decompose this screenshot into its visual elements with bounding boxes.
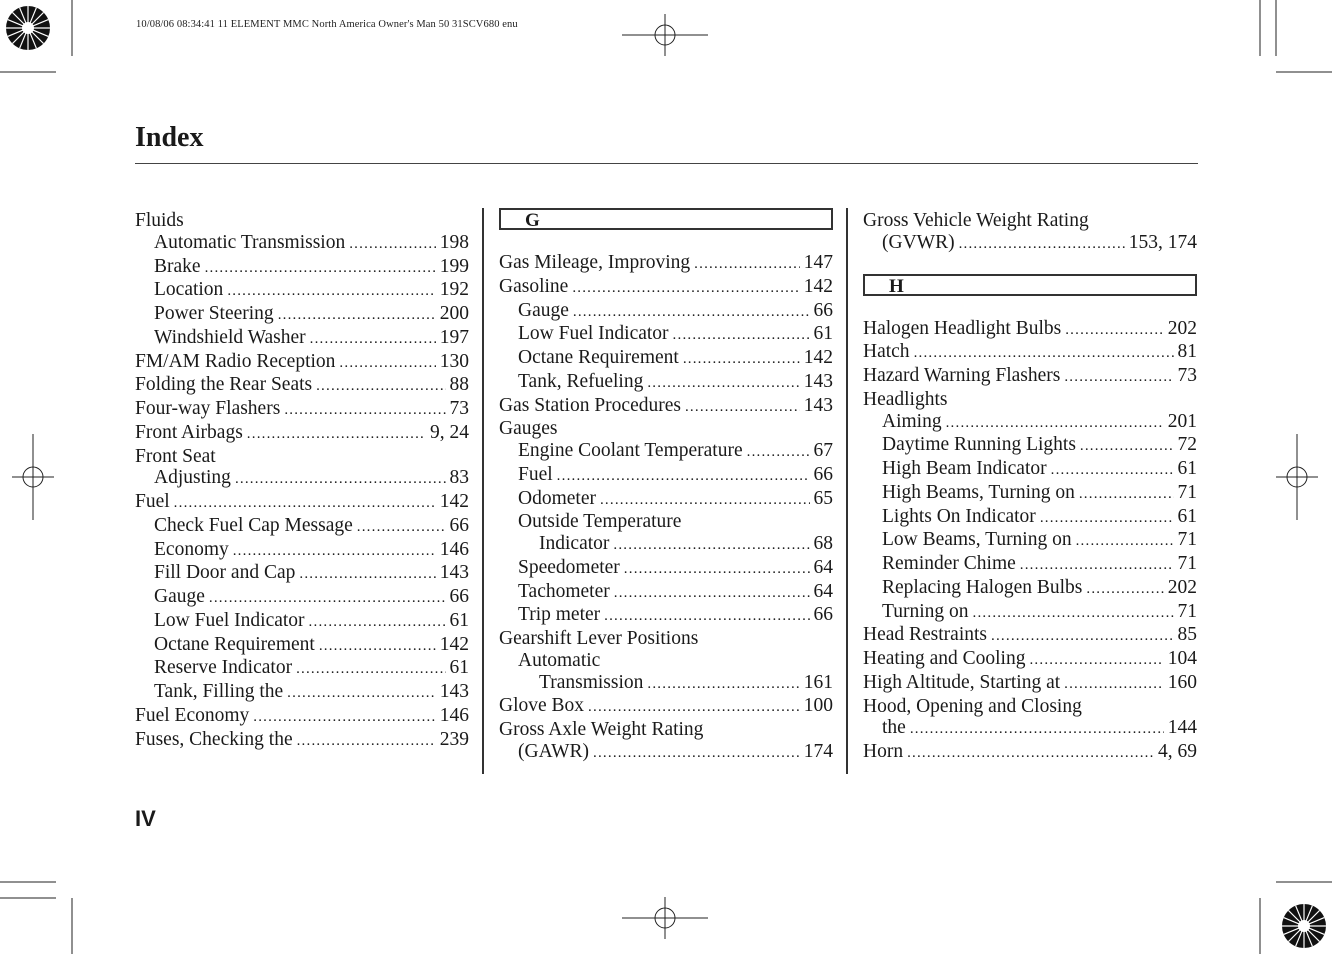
- entry-label: Fluids: [135, 210, 184, 231]
- entry-page-number: 71: [1177, 529, 1197, 551]
- index-entry: [863, 741, 1197, 765]
- entry-label: Headlights: [863, 388, 948, 410]
- dot-leader: [278, 305, 436, 327]
- entry-page-number: 146: [439, 704, 469, 726]
- entry-page-number: 61: [813, 323, 833, 345]
- dot-leader: [253, 707, 435, 729]
- dot-leader: [299, 564, 435, 586]
- index-entry: [499, 533, 833, 557]
- dot-leader: [946, 413, 1164, 435]
- entry-page-number: 153, 174: [1128, 231, 1197, 253]
- entry-page-number: 202: [1167, 576, 1197, 598]
- dot-leader: [1040, 508, 1174, 530]
- entry-label: Gauge: [518, 299, 569, 321]
- entry-page-number: 130: [439, 350, 469, 372]
- index-entry: [863, 553, 1197, 577]
- section-letter-g: G: [499, 208, 833, 230]
- index-column-3: [863, 210, 1197, 765]
- index-entry: [499, 488, 833, 512]
- title-rule: [135, 163, 1198, 164]
- entry-page-number: 197: [439, 326, 469, 348]
- entry-label: Folding the Rear Seats: [135, 374, 313, 396]
- index-entry: [863, 411, 1197, 435]
- entry-page-number: 88: [449, 374, 469, 396]
- entry-label: Gas Station Procedures: [499, 394, 681, 416]
- index-entry: [863, 717, 1197, 741]
- index-entry: [135, 279, 469, 303]
- dot-leader: [673, 325, 810, 347]
- entry-list: [499, 252, 833, 765]
- entry-page-number: 71: [1177, 553, 1197, 574]
- dot-leader: [614, 583, 810, 605]
- index-entry: [863, 482, 1197, 506]
- entry-label: Fuel: [518, 463, 553, 485]
- dot-leader: [1065, 320, 1164, 342]
- dot-leader: [588, 697, 800, 719]
- index-entry: [499, 604, 833, 628]
- dot-leader: [694, 254, 800, 276]
- entry-label: Fuel Economy: [135, 704, 250, 726]
- index-entry: [135, 681, 469, 705]
- dot-leader: [205, 258, 436, 280]
- entry-list: [863, 318, 1197, 765]
- entry-label: Power Steering: [154, 303, 274, 324]
- entry-page-number: 174: [803, 740, 833, 762]
- entry-label: the: [882, 717, 906, 739]
- index-entry: [499, 395, 833, 419]
- dot-leader: [647, 674, 799, 696]
- entry-label: Fill Door and Cap: [154, 562, 296, 584]
- entry-label: Low Fuel Indicator: [518, 323, 669, 345]
- entry-label: Check Fuel Cap Message: [154, 514, 353, 536]
- index-entry: [499, 440, 833, 464]
- index-entry: [863, 210, 1197, 232]
- index-entry: [499, 276, 833, 300]
- entry-page-number: 73: [449, 398, 469, 419]
- entry-label: Lights On Indicator: [882, 505, 1036, 527]
- entry-label: Low Beams, Turning on: [882, 529, 1072, 551]
- dot-leader: [227, 281, 435, 303]
- entry-label: Automatic: [518, 649, 601, 671]
- index-entry: [863, 601, 1197, 625]
- entry-page-number: 198: [439, 231, 469, 253]
- page-title: Index: [135, 122, 204, 153]
- index-entry: [135, 374, 469, 398]
- index-entry: [499, 741, 833, 765]
- entry-label: Head Restraints: [863, 624, 988, 646]
- entry-page-number: 143: [439, 681, 469, 702]
- entry-page-number: 147: [803, 252, 833, 273]
- dot-leader: [247, 424, 426, 446]
- entry-page-number: 143: [803, 370, 833, 392]
- index-column-1: [135, 210, 469, 752]
- dot-leader: [573, 302, 810, 324]
- entry-label: Odometer: [518, 487, 596, 509]
- entry-page-number: 72: [1177, 434, 1197, 456]
- dot-leader: [284, 400, 445, 422]
- dot-leader: [174, 493, 436, 515]
- entry-label: Gauge: [154, 586, 205, 607]
- dot-leader: [613, 535, 809, 557]
- dot-leader: [310, 329, 436, 351]
- index-entry: [863, 434, 1197, 458]
- index-entry: [499, 464, 833, 488]
- index-entry: [863, 458, 1197, 482]
- entry-page-number: 200: [439, 303, 469, 324]
- entry-label: Gas Mileage, Improving: [499, 252, 691, 273]
- entry-label: Tachometer: [518, 580, 610, 602]
- entry-page-number: 239: [439, 728, 469, 750]
- index-entry: [499, 672, 833, 696]
- entry-label: FM/AM Radio Reception: [135, 350, 336, 372]
- entry-label: Adjusting: [154, 467, 231, 489]
- index-entry: [863, 365, 1197, 389]
- entry-label: Location: [154, 279, 224, 301]
- dot-leader: [296, 659, 445, 681]
- entry-page-number: 66: [813, 604, 833, 626]
- index-entry: [135, 586, 469, 610]
- entry-page-number: 143: [439, 562, 469, 584]
- entry-label: Gearshift Lever Positions: [499, 628, 699, 649]
- entry-label: Tank, Refueling: [518, 370, 644, 392]
- column-divider: [482, 208, 484, 774]
- dot-leader: [907, 743, 1154, 765]
- dot-leader: [914, 343, 1174, 365]
- entry-label: Fuses, Checking the: [135, 728, 293, 750]
- entry-page-number: 73: [1177, 365, 1197, 386]
- entry-page-number: 64: [813, 556, 833, 578]
- dot-leader: [357, 517, 446, 539]
- dot-leader: [910, 719, 1164, 741]
- page-number: IV: [135, 806, 156, 831]
- entry-page-number: 144: [1167, 717, 1197, 739]
- dot-leader: [557, 466, 810, 488]
- entry-list: [863, 210, 1197, 256]
- entry-page-number: 160: [1167, 671, 1197, 693]
- index-entry: [135, 446, 469, 468]
- entry-page-number: 146: [439, 538, 469, 560]
- entry-label: Octane Requirement: [154, 633, 315, 655]
- entry-label: Gross Axle Weight Rating: [499, 719, 704, 740]
- entry-label: Brake: [154, 255, 201, 277]
- dot-leader: [600, 490, 810, 512]
- entry-page-number: 68: [813, 533, 833, 554]
- entry-page-number: 192: [439, 279, 469, 301]
- dot-leader: [685, 397, 800, 419]
- entry-label: Reminder Chime: [882, 553, 1016, 574]
- entry-label: Aiming: [882, 410, 942, 432]
- entry-label: Windshield Washer: [154, 326, 306, 348]
- entry-page-number: 201: [1167, 410, 1197, 432]
- entry-page-number: 71: [1177, 600, 1197, 622]
- entry-label: Front Airbags: [135, 421, 243, 443]
- dot-leader: [593, 743, 800, 765]
- dot-leader: [1076, 531, 1174, 553]
- entry-label: Automatic Transmission: [154, 231, 346, 253]
- index-entry: [499, 371, 833, 395]
- entry-label: High Beams, Turning on: [882, 481, 1075, 503]
- dot-leader: [647, 373, 799, 395]
- dot-leader: [624, 559, 810, 581]
- column-divider: [846, 208, 848, 774]
- index-entry: [135, 256, 469, 280]
- index-entry: [135, 232, 469, 256]
- dot-leader: [604, 606, 809, 628]
- dot-leader: [209, 588, 446, 610]
- section-letter-h: H: [863, 274, 1197, 296]
- index-entry: [863, 529, 1197, 553]
- dot-leader: [1051, 460, 1174, 482]
- entry-label: Speedometer: [518, 556, 620, 578]
- dot-leader: [1029, 650, 1163, 672]
- entry-label: Engine Coolant Temperature: [518, 440, 743, 461]
- entry-label: Horn: [863, 741, 904, 762]
- entry-page-number: 199: [439, 255, 469, 277]
- index-entry: [863, 624, 1197, 648]
- entry-label: (GAWR): [518, 740, 590, 762]
- dot-leader: [683, 349, 800, 371]
- entry-label: Daytime Running Lights: [882, 434, 1076, 456]
- dot-leader: [297, 731, 436, 753]
- entry-label: Hazard Warning Flashers: [863, 365, 1061, 386]
- dot-leader: [572, 278, 799, 300]
- entry-page-number: 66: [813, 463, 833, 485]
- index-entry: [499, 650, 833, 672]
- entry-label: Tank, Filling the: [154, 681, 284, 702]
- entry-page-number: 61: [449, 657, 469, 679]
- entry-page-number: 61: [1177, 458, 1197, 479]
- index-entry: [863, 696, 1197, 718]
- entry-label: Gross Vehicle Weight Rating: [863, 210, 1089, 231]
- entry-page-number: 81: [1177, 341, 1197, 363]
- entry-label: Outside Temperature: [518, 511, 682, 533]
- dot-leader: [973, 603, 1174, 625]
- entry-label: Fuel: [135, 491, 170, 512]
- index-entry: [135, 610, 469, 634]
- index-entry: [499, 300, 833, 324]
- entry-page-number: 9, 24: [430, 421, 469, 443]
- entry-page-number: 66: [449, 514, 469, 536]
- entry-page-number: 67: [813, 440, 833, 461]
- entry-list: [135, 210, 469, 752]
- dot-leader: [1020, 555, 1174, 577]
- entry-page-number: 83: [449, 467, 469, 489]
- dot-leader: [309, 612, 446, 634]
- entry-label: Glove Box: [499, 695, 585, 717]
- dot-leader: [233, 541, 436, 563]
- index-entry: [499, 252, 833, 276]
- index-entry: [499, 628, 833, 650]
- index-entry: [499, 581, 833, 605]
- entry-page-number: 71: [1177, 481, 1197, 503]
- entry-label: Gasoline: [499, 275, 569, 297]
- entry-label: Economy: [154, 538, 229, 560]
- entry-label: High Altitude, Starting at: [863, 671, 1061, 693]
- entry-label: Halogen Headlight Bulbs: [863, 317, 1062, 339]
- entry-page-number: 104: [1167, 648, 1197, 669]
- index-entry: [499, 557, 833, 581]
- entry-label: Octane Requirement: [518, 347, 679, 368]
- index-entry: [135, 539, 469, 563]
- entry-page-number: 4, 69: [1158, 741, 1197, 762]
- entry-label: Replacing Halogen Bulbs: [882, 576, 1083, 598]
- index-entry: [863, 506, 1197, 530]
- entry-label: Heating and Cooling: [863, 648, 1026, 669]
- entry-page-number: 142: [803, 275, 833, 297]
- index-entry: [499, 719, 833, 741]
- entry-label: Reserve Indicator: [154, 657, 293, 679]
- index-entry: [499, 323, 833, 347]
- dot-leader: [319, 636, 436, 658]
- entry-page-number: 142: [439, 491, 469, 512]
- entry-label: Transmission: [539, 671, 644, 693]
- entry-page-number: 61: [449, 609, 469, 631]
- index-entry: [499, 347, 833, 371]
- entry-page-number: 66: [449, 586, 469, 607]
- index-entry: [135, 657, 469, 681]
- index-entry: [499, 511, 833, 533]
- entry-label: Low Fuel Indicator: [154, 609, 305, 631]
- dot-leader: [1064, 367, 1173, 389]
- index-entry: [863, 318, 1197, 342]
- index-entry: [863, 577, 1197, 601]
- entry-page-number: 161: [803, 671, 833, 693]
- entry-label: Trip meter: [518, 604, 601, 626]
- index-entry: [135, 467, 469, 491]
- entry-label: Four-way Flashers: [135, 398, 281, 419]
- index-entry: [499, 418, 833, 440]
- entry-label: High Beam Indicator: [882, 458, 1047, 479]
- index-entry: [135, 303, 469, 327]
- dot-leader: [1079, 484, 1174, 506]
- dot-leader: [1064, 674, 1164, 696]
- index-entry: [135, 210, 469, 232]
- entry-page-number: 66: [813, 299, 833, 321]
- index-entry: [135, 562, 469, 586]
- print-header: 10/08/06 08:34:41 11 ELEMENT MMC North America Owner's Man 50 31SCV680 enu: [136, 19, 518, 30]
- index-entry: [499, 695, 833, 719]
- entry-label: Hatch: [863, 341, 910, 363]
- index-entry: [863, 232, 1197, 256]
- dot-leader: [339, 353, 435, 375]
- index-entry: [135, 327, 469, 351]
- dot-leader: [235, 469, 446, 491]
- index-entry: [863, 672, 1197, 696]
- entry-page-number: 65: [813, 487, 833, 509]
- dot-leader: [747, 442, 810, 464]
- entry-page-number: 61: [1177, 505, 1197, 527]
- index-entry: [135, 515, 469, 539]
- dot-leader: [316, 376, 445, 398]
- dot-leader: [1086, 579, 1163, 601]
- entry-page-number: 142: [439, 633, 469, 655]
- index-entry: [135, 398, 469, 422]
- entry-page-number: 143: [803, 394, 833, 416]
- entry-label: Turning on: [882, 600, 969, 622]
- dot-leader: [959, 234, 1125, 256]
- dot-leader: [991, 626, 1173, 648]
- index-column-2: [499, 208, 833, 765]
- index-entry: [863, 341, 1197, 365]
- index-entry: [135, 491, 469, 515]
- entry-page-number: 64: [813, 580, 833, 602]
- dot-leader: [1080, 436, 1174, 458]
- entry-label: Front Seat: [135, 445, 216, 467]
- index-entry: [135, 351, 469, 375]
- index-entry: [863, 648, 1197, 672]
- index-entry: [135, 634, 469, 658]
- entry-page-number: 85: [1177, 624, 1197, 646]
- entry-page-number: 100: [803, 695, 833, 717]
- index-entry: [135, 729, 469, 753]
- entry-page-number: 142: [803, 347, 833, 368]
- entry-page-number: 202: [1167, 317, 1197, 339]
- entry-label: Indicator: [539, 533, 610, 554]
- entry-label: Gauges: [499, 418, 558, 440]
- dot-leader: [349, 234, 436, 256]
- dot-leader: [287, 683, 436, 705]
- index-entry: [863, 389, 1197, 411]
- entry-label: (GVWR): [882, 231, 955, 253]
- index-entry: [135, 422, 469, 446]
- index-entry: [135, 705, 469, 729]
- entry-label: Hood, Opening and Closing: [863, 695, 1082, 717]
